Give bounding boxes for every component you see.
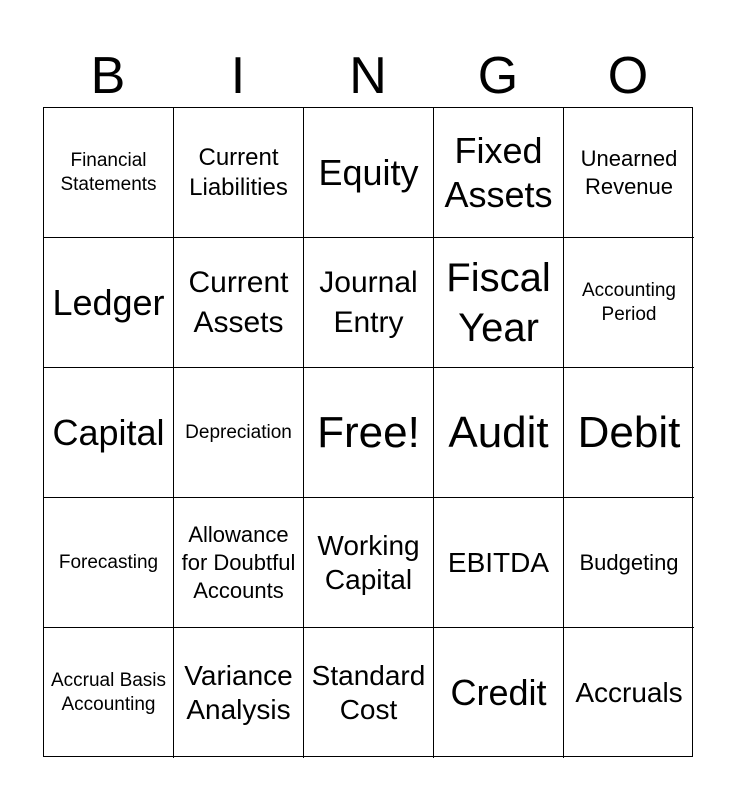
- cell-label: Unearned Revenue: [580, 145, 678, 199]
- bingo-cell[interactable]: [44, 108, 174, 238]
- bingo-cell[interactable]: [304, 238, 434, 368]
- cell-label: Fixed Assets: [444, 129, 553, 215]
- cell-label: Debit: [577, 407, 681, 457]
- cell-label: Equity: [318, 151, 419, 193]
- bingo-cell[interactable]: [434, 238, 564, 368]
- bingo-cell[interactable]: [434, 498, 564, 628]
- cell-label: Budgeting: [579, 549, 679, 575]
- bingo-cell[interactable]: [174, 498, 304, 628]
- header-letter-g: G: [477, 47, 519, 105]
- cell-label: Accrual Basis Accounting: [50, 670, 167, 715]
- cell-label: Forecasting: [58, 551, 159, 573]
- bingo-cell[interactable]: [564, 368, 694, 498]
- cell-label: Variance Analysis: [184, 660, 293, 725]
- cell-label: Capital: [52, 411, 165, 453]
- bingo-cell[interactable]: [44, 238, 174, 368]
- bingo-cell[interactable]: [304, 628, 434, 758]
- free-space-cell[interactable]: [304, 368, 434, 498]
- cell-label: Ledger: [52, 281, 165, 323]
- bingo-cell[interactable]: [564, 498, 694, 628]
- cell-label: Credit: [450, 672, 547, 713]
- bingo-cell[interactable]: [304, 498, 434, 628]
- cell-label: Allowance for Doubtful Accounts: [181, 521, 296, 603]
- cell-label: Fiscal Year: [446, 255, 551, 350]
- bingo-cell[interactable]: [44, 628, 174, 758]
- cell-label: Working Capital: [317, 529, 420, 595]
- cell-label: EBITDA: [447, 546, 550, 578]
- bingo-cell[interactable]: [304, 108, 434, 238]
- header-letter-o: O: [607, 47, 649, 105]
- cell-label: Accruals: [575, 677, 683, 708]
- bingo-cell[interactable]: [434, 628, 564, 758]
- cell-label: Depreciation: [185, 421, 292, 443]
- bingo-cell[interactable]: [564, 108, 694, 238]
- header-letter-n: N: [349, 47, 387, 105]
- header-letter-b: B: [90, 47, 126, 105]
- bingo-cell[interactable]: [174, 108, 304, 238]
- cell-label: Accounting Period: [581, 279, 676, 325]
- cell-label: Financial Statements: [60, 149, 157, 195]
- free-space-label: Free!: [317, 407, 420, 457]
- cell-label: Audit: [448, 407, 549, 457]
- cell-label: Journal Entry: [319, 265, 418, 339]
- bingo-header: [43, 44, 693, 108]
- bingo-cell[interactable]: [564, 628, 694, 758]
- bingo-cell[interactable]: [44, 368, 174, 498]
- cell-label: Current Liabilities: [189, 143, 288, 201]
- header-letter-i: I: [230, 47, 246, 105]
- bingo-card-grid: [43, 107, 693, 757]
- cell-label: Current Assets: [188, 265, 289, 339]
- bingo-cell[interactable]: [434, 108, 564, 238]
- bingo-cell[interactable]: [44, 498, 174, 628]
- bingo-cell[interactable]: [434, 368, 564, 498]
- bingo-cell[interactable]: [174, 368, 304, 498]
- cell-label: Standard Cost: [311, 660, 426, 725]
- bingo-cell[interactable]: [174, 628, 304, 758]
- bingo-cell[interactable]: [564, 238, 694, 368]
- bingo-cell[interactable]: [174, 238, 304, 368]
